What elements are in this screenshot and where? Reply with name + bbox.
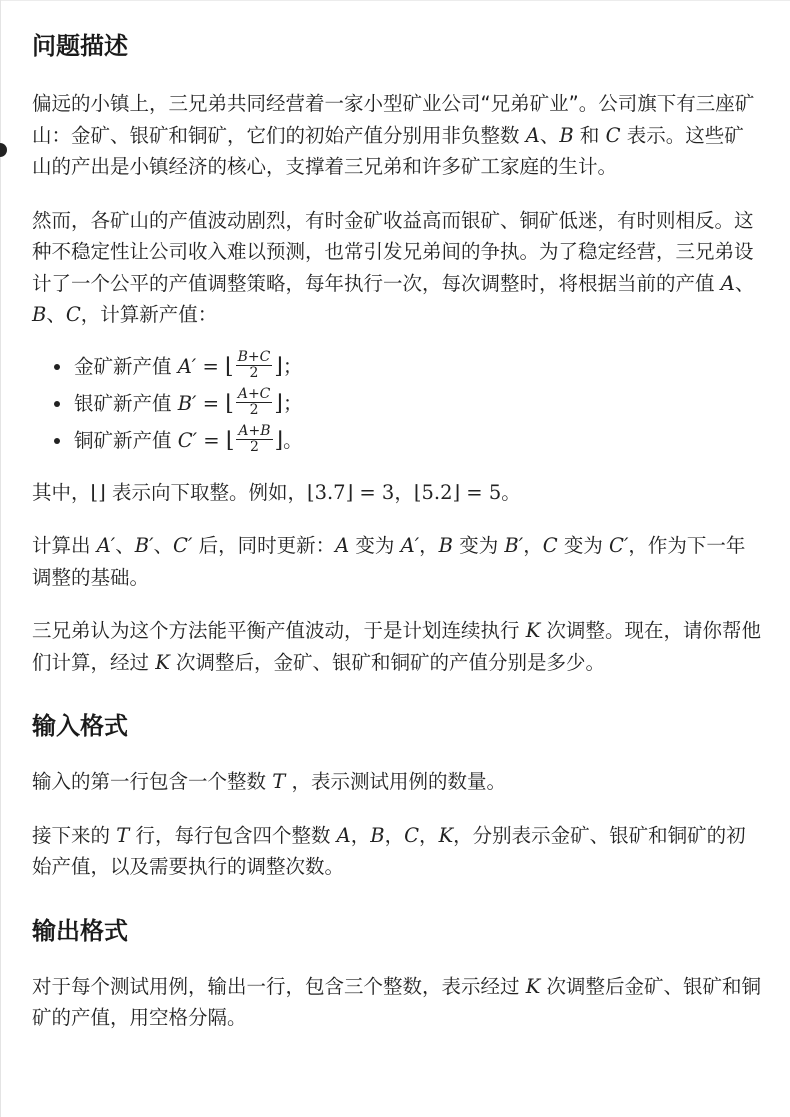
description-paragraph-1: 偏远的小镇上，三兄弟共同经营着一家小型矿业公司“兄弟矿业”。公司旗下有三座矿山：金矿、银矿和铜矿，它们的初始产值分别用非负整数 A、B 和 C 表示。这些矿山的产出是小镇经济的核心，支撑着三兄弟和许多矿工家庭的生计。 — [32, 92, 755, 178]
input-paragraph-2: 接下来的 T 行，每行包含四个整数 A，B，C，K，分别表示金矿、银矿和铜矿的初始产值，以及需要执行的调整次数。 — [32, 823, 746, 878]
input-paragraph-1: 输入的第一行包含一个整数 T ，表示测试用例的数量。 — [32, 770, 506, 793]
left-border — [0, 0, 1, 1117]
var-c: C — [605, 123, 621, 147]
task-paragraph: 三兄弟认为这个方法能平衡产值波动，于是计划连续执行 K 次调整。现在，请你帮他们计算，经过 K 次调整后，金矿、银矿和铜矿的产值分别是多少。 — [32, 619, 762, 674]
output-heading: 输出格式 — [32, 916, 128, 945]
fraction: $\frac{A+C}{2}$ — [237, 385, 271, 418]
problem-statement — [32, 26, 762, 1034]
var-a: A — [525, 123, 540, 147]
formula-item-gold: 金矿新产值 A′ = ⌊ $\frac{B+C}{2}$ ⌋； — [32, 348, 762, 385]
fraction: $\frac{B+C}{2}$ — [237, 348, 271, 381]
var-b: B — [559, 123, 574, 147]
top-border — [0, 0, 790, 1]
formula-item-copper: 铜矿新产值 C′ = ⌊ $\frac{A+B}{2}$ ⌋。 — [32, 422, 762, 459]
input-heading: 输入格式 — [32, 712, 128, 740]
fraction: $\frac{A+B}{2}$ — [238, 422, 271, 455]
output-paragraph: 对于每个测试用例，输出一行，包含三个整数，表示经过 K 次调整后金矿、银矿和铜矿的产值，用空格分隔。 — [32, 974, 762, 1029]
update-rule-paragraph: 计算出 A′、B′、C′ 后，同时更新：A 变为 A′，B 变为 B′，C 变为 C′，作为下一年调整的基础。 — [32, 534, 746, 589]
description-paragraph-2: 然而，各矿山的产值波动剧烈，有时金矿收益高而银矿、铜矿低迷，有时则相反。这种不稳定性让公司收入难以预测，也常引发兄弟间的争执。为了稳定经营，三兄弟设计了一个公平的产值调整策略，每年执行一次，每次调整时，将根据当前的产值 A、B、C，计算新产值： — [32, 208, 755, 326]
formula-list — [32, 348, 762, 459]
description-heading: 问题描述 — [32, 32, 128, 60]
side-handle-dot[interactable] — [0, 143, 7, 157]
formula-item-silver: 银矿新产值 B′ = ⌊ $\frac{A+C}{2}$ ⌋； — [32, 385, 762, 422]
floor-explanation: 其中，⌊⌋ 表示向下取整。例如，⌊3.7⌋ = 3，⌊5.2⌋ = 5。 — [32, 480, 521, 504]
